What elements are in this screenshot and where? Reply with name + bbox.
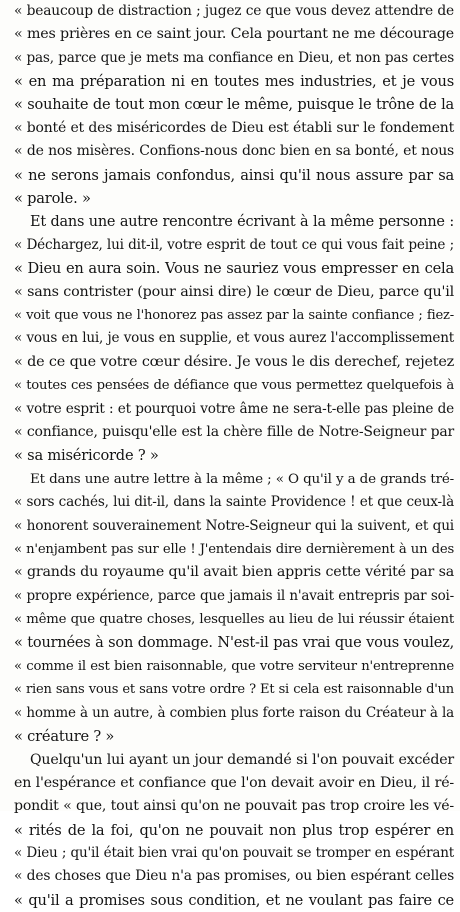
text-line: Quelqu'un lui ayant un jour demandé si l'on pouvait excéder — [30, 751, 454, 768]
text-column — [14, 0, 454, 912]
text-line: « pas, parce que je mets ma confiance en Dieu, et non pas certes — [14, 49, 454, 66]
text-line: « de ce que votre cœur désire. Je vous le dis derechef, rejetez — [14, 353, 454, 370]
text-line: « grands du royaume qu'il avait bien appris cette vérité par sa — [14, 564, 454, 581]
text-line: « sa miséricorde ? » — [14, 447, 159, 465]
text-line: « créature ? » — [14, 728, 115, 746]
text-line: « voit que vous ne l'honorez pas assez par la sainte confiance ; fiez- — [14, 308, 454, 324]
text-line: Et dans une autre lettre à la même ; « O qu'il y a de grands tré- — [30, 470, 454, 487]
text-line: « comme il est bien raisonnable, que votre serviteur n'entreprenne — [14, 658, 454, 674]
text-line: « parole. » — [14, 190, 91, 208]
text-line: « propre expérience, parce que jamais il n'avait entrepris par soi- — [14, 587, 454, 604]
text-line: « tournées à son dommage. N'est-il pas vrai que vous voulez, — [14, 634, 454, 651]
text-line: « Déchargez, lui dit-il, votre esprit de tout ce qui vous fait peine ; — [14, 236, 454, 253]
text-line: « honorent souverainement Notre-Seigneur qui la suivent, et qui — [14, 517, 454, 534]
text-line: « Dieu ; qu'il était bien vrai qu'on pouvait se tromper en espérant — [14, 845, 454, 862]
text-line: « sors cachés, lui dit-il, dans la sainte Providence ! et que ceux-là — [14, 494, 454, 511]
text-line: « votre esprit : et pourquoi votre âme ne sera-t-elle pas pleine de — [14, 400, 454, 417]
text-line: « beaucoup de distraction ; jugez ce que vous devez attendre de — [14, 3, 454, 19]
text-line: « mes prières en ce saint jour. Cela pourtant ne me décourage — [14, 26, 454, 43]
text-line: « ne serons jamais confondus, ainsi qu'il nous assure par sa — [14, 166, 454, 184]
text-line: « même que quatre choses, lesquelles au lieu de lui réussir étaient — [14, 612, 454, 628]
text-line: « homme à un autre, à combien plus forte raison du Créateur à la — [14, 704, 454, 721]
text-line: « en ma préparation ni en toutes mes industries, et je vous — [14, 73, 454, 91]
text-line: « toutes ces pensées de défiance que vous permettez quelquefois à — [14, 378, 454, 394]
text-line: « des choses que Dieu n'a pas promises, ou bien espérant celles — [14, 868, 454, 885]
text-line: « n'enjambent pas sur elle ! J'entendais dire dernièrement à un des — [14, 541, 454, 557]
text-line: « confiance, puisqu'elle est la chère fille de Notre-Seigneur par — [14, 424, 454, 441]
text-line: en l'espérance et confiance que l'on devait avoir en Dieu, il ré- — [14, 774, 454, 791]
text-line: « vous en lui, je vous en supplie, et vous aurez l'accomplissement — [14, 330, 454, 347]
text-line: Et dans une autre rencontre écrivant à la même personne : — [30, 213, 454, 230]
text-line: « de nos misères. Confions-nous donc bien en sa bonté, et nous — [14, 143, 454, 160]
text-line: pondit « que, tout ainsi qu'on ne pouvait pas trop croire les vé- — [14, 798, 454, 815]
text-line: « bonté et des miséricordes de Dieu est établi sur le fondement — [14, 119, 454, 136]
text-line: « souhaite de tout mon cœur le même, puisque le trône de la — [14, 96, 454, 113]
text-line: « qu'il a promises sous condition, et ne voulant pas faire ce — [14, 891, 454, 909]
text-line: « rités de la foi, qu'on ne pouvait non plus trop espérer en — [14, 821, 454, 839]
text-line: « sans contrister (pour ainsi dire) le cœur de Dieu, parce qu'il — [14, 283, 454, 300]
text-line: « rien sans vous et sans votre ordre ? Et si cela est raisonnable d'un — [14, 682, 454, 698]
text-line: « Dieu en aura soin. Vous ne sauriez vous empresser en cela — [14, 260, 454, 278]
